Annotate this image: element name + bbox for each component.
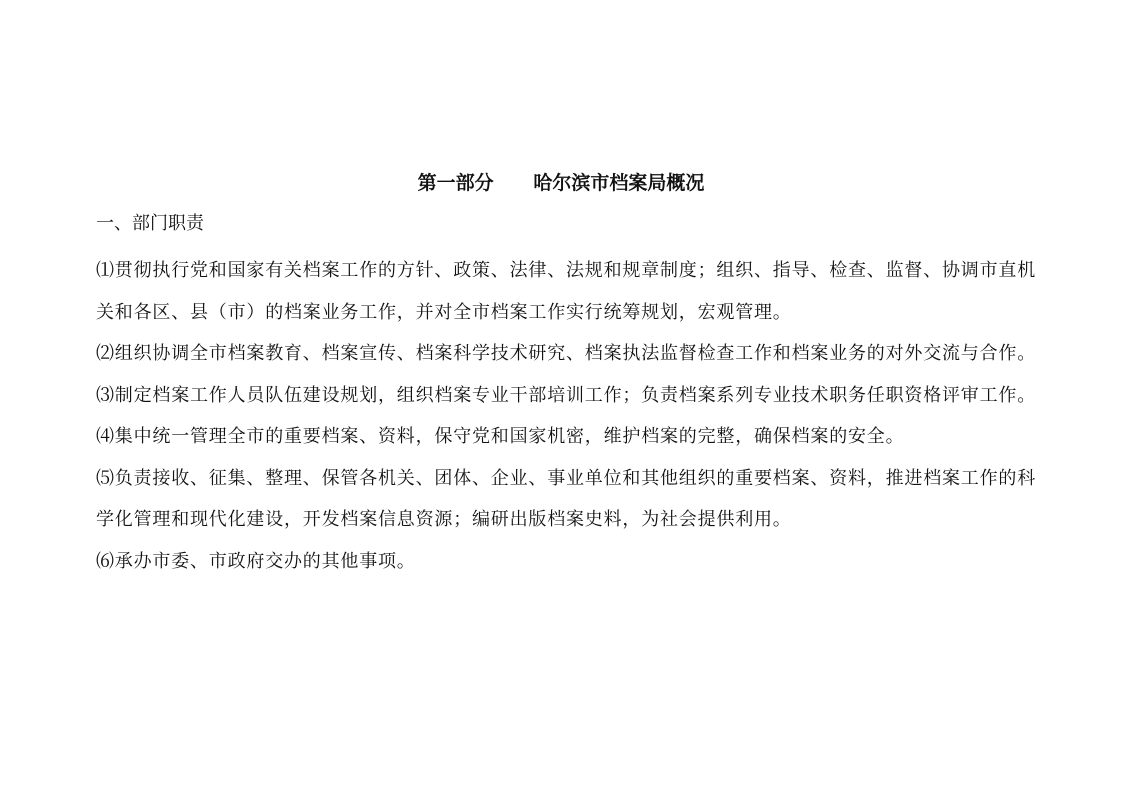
- duty-item-3: ⑶制定档案工作人员队伍建设规划，组织档案专业干部培训工作；负责档案系列专业技术职务任职资格评审工作。: [96, 384, 1036, 406]
- document-body: [96, 210, 1036, 582]
- duty-item-6: ⑹承办市委、市政府交办的其他事项。: [96, 550, 416, 572]
- duty-item-4: ⑷集中统一管理全市的重要档案、资料，保守党和国家机密，维护档案的完整，确保档案的安全。: [96, 426, 905, 447]
- duty-item-2: ⑵组织协调全市档案教育、档案宣传、档案科学技术研究、档案执法监督检查工作和档案业务的对外交流与合作。: [96, 343, 1036, 364]
- duty-item-5: ⑸负责接收、征集、整理、保管各机关、团体、企业、事业单位和其他组织的重要档案、资料，推进档案工作的科学化管理和现代化建设，开发档案信息资源；编研出版档案史料，为社会提供利用。: [96, 467, 1036, 530]
- duty-list: [96, 250, 1036, 582]
- duty-item-1: ⑴贯彻执行党和国家有关档案工作的方针、政策、法律、法规和规章制度；组织、指导、检查、监督、协调市直机关和各区、县（市）的档案业务工作，并对全市档案工作实行统筹规划，宏观管理。: [96, 260, 1036, 323]
- section-heading: 一、部门职责: [96, 213, 204, 234]
- page-title: 第一部分 哈尔滨市档案局概况: [417, 172, 705, 194]
